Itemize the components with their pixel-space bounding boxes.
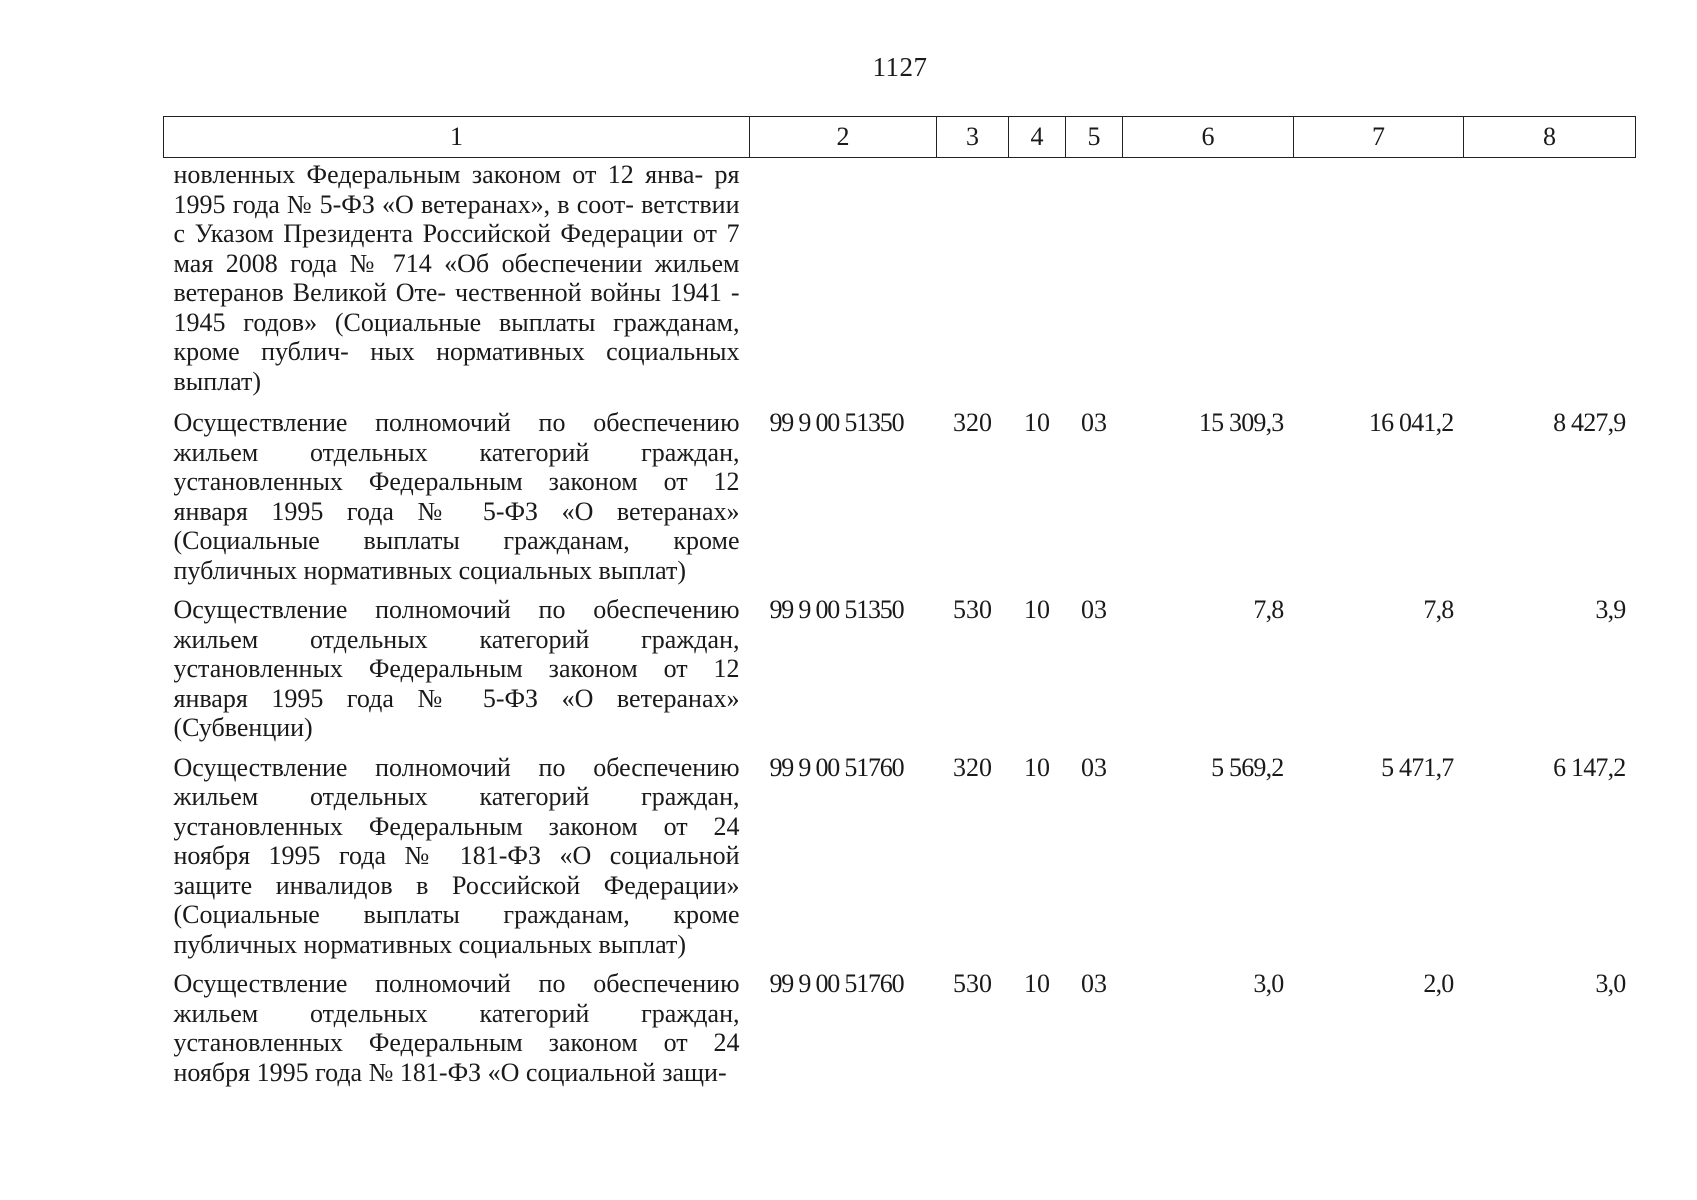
column-header-5: 5 xyxy=(1066,117,1123,158)
row-value-8: 3,9 xyxy=(1595,595,1626,624)
column-header-6: 6 xyxy=(1123,117,1294,158)
row-description: Осуществление полномочий по обеспечению жильем отдельных категорий граждан, установленных Федеральным законом от 24 ноября 1995 года № 181-ФЗ «О социальной защи- xyxy=(173,969,740,1087)
column-header-7: 7 xyxy=(1294,117,1464,158)
row-value-6 xyxy=(1123,158,1294,409)
row-value-7: 7,8 xyxy=(1423,595,1454,624)
row-col-4: 10 xyxy=(1024,595,1050,624)
row-col-5: 03 xyxy=(1081,408,1107,437)
row-col-3: 320 xyxy=(953,752,992,782)
row-col-4: 10 xyxy=(1024,969,1050,998)
row-value-8 xyxy=(1464,158,1636,409)
row-col-4: 10 xyxy=(1024,752,1050,782)
table-row xyxy=(164,158,1636,409)
row-value-7 xyxy=(1294,158,1464,409)
row-col-4: 10 xyxy=(1024,408,1050,437)
table-row xyxy=(164,408,1636,595)
row-description: Осуществление полномочий по обеспечению жильем отдельных категорий граждан, установленных Федеральным законом от 12 января 1995 года № 5-ФЗ «О ветеранах» (Социальные выплаты гражданам, кроме публичных нормативных социальных выплат) xyxy=(173,408,740,585)
row-value-7: 2,0 xyxy=(1423,969,1454,998)
row-col-3: 530 xyxy=(953,969,992,998)
column-header-4: 4 xyxy=(1009,117,1066,158)
row-description: новленных Федеральным законом от 12 янва- ря 1995 года № 5-ФЗ «О ветеранах», в соот- ветствии с Указом Президента Российской Федерации от 7 мая 2008 года № 714 «Об обеспечении жильем ветеранов Великой Оте- чественной войны 1941 - 1945 годов» (Социальные выплаты гражданам, кроме публич- ных нормативных социальных выплат) xyxy=(173,160,740,396)
row-code: 99 9 00 51350 xyxy=(769,408,904,437)
table-row xyxy=(164,595,1636,753)
row-code: 99 9 00 51350 xyxy=(769,595,904,624)
row-value-6: 7,8 xyxy=(1253,595,1284,624)
row-col-5: 03 xyxy=(1081,969,1107,998)
row-value-8: 8 427,9 xyxy=(1553,408,1626,437)
row-value-7: 16 041,2 xyxy=(1368,408,1454,437)
row-value-6: 15 309,3 xyxy=(1198,408,1284,437)
column-header-1: 1 xyxy=(164,117,750,158)
row-value-8: 3,0 xyxy=(1595,969,1626,998)
column-header-8: 8 xyxy=(1464,117,1636,158)
budget-table xyxy=(163,116,1636,1097)
row-col-5 xyxy=(1066,158,1123,409)
row-code: 99 9 00 51760 xyxy=(769,969,904,998)
row-value-8: 6 147,2 xyxy=(1553,752,1626,782)
row-value-6: 5 569,2 xyxy=(1211,752,1284,782)
column-header-3: 3 xyxy=(937,117,1009,158)
row-col-3: 530 xyxy=(953,595,992,624)
row-description: Осуществление полномочий по обеспечению жильем отдельных категорий граждан, установленных Федеральным законом от 24 ноября 1995 года № 181-ФЗ «О социальной защите инвалидов в Российской Федерации» (Социальные выплаты гражданам, кроме публичных нормативных социальных выплат) xyxy=(173,752,740,959)
table-row xyxy=(164,753,1636,970)
table-header xyxy=(164,117,1636,158)
row-col-4 xyxy=(1009,158,1066,409)
row-value-7: 5 471,7 xyxy=(1381,752,1454,782)
column-header-2: 2 xyxy=(750,117,937,158)
row-value-6: 3,0 xyxy=(1253,969,1284,998)
row-col-3: 320 xyxy=(953,408,992,437)
row-code: 99 9 00 51760 xyxy=(769,752,904,782)
row-col-5: 03 xyxy=(1081,752,1107,782)
row-code xyxy=(750,158,937,409)
row-col-3 xyxy=(937,158,1009,409)
page-number: 1127 xyxy=(872,52,928,82)
row-description: Осуществление полномочий по обеспечению жильем отдельных категорий граждан, установленных Федеральным законом от 12 января 1995 года № 5-ФЗ «О ветеранах» (Субвенции) xyxy=(173,595,740,742)
row-col-5: 03 xyxy=(1081,595,1107,624)
table-row xyxy=(164,969,1636,1097)
